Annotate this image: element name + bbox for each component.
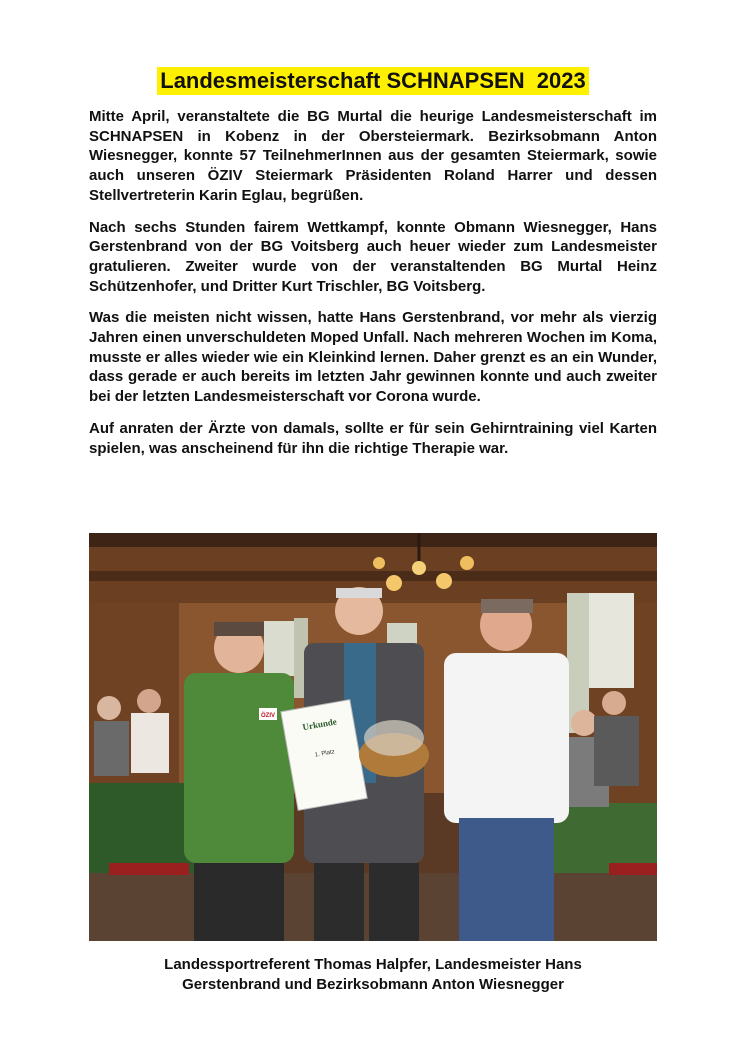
- paragraph-1: Mitte April, veranstaltete die BG Murtal die heurige Landesmeisterschaft im SCHNAPSEN in Kobenz in der Obersteiermark. Bezirksobmann Anton Wiesnegger, konnte 57 TeilnehmerInnen aus der gesamten Steiermark, sowie auch unseren ÖZIV Steiermark Präsidenten Roland Harrer und dessen Stellvertreterin Karin Eglau, begrüßen.: [89, 108, 657, 204]
- award-photo: [89, 533, 657, 941]
- paragraph-2: Nach sechs Stunden fairem Wettkampf, konnte Obmann Wiesnegger, Hans Gerstenbrand von der BG Voitsberg auch heuer wieder zum Landesmeister gratulieren. Zweiter wurde von der veranstaltenden BG Murtal Heinz Schützenhofer, und Dritter Kurt Trischler, BG Voitsberg.: [89, 218, 657, 295]
- caption-line-1: Landessportreferent Thomas Halpfer, Landesmeister Hans: [164, 956, 582, 973]
- paragraph-3: Was die meisten nicht wissen, hatte Hans Gerstenbrand, vor mehr als vierzig Jahren einen unverschuldeten Moped Unfall. Nach mehreren Wochen im Koma, musste er alles wieder wie ein Kleinkind lernen. Daher grenzt es an ein Wunder, dass gerade er auch bereits im letzten Jahr gewinnen konnte und auch zweiter bei der letzten Landesmeisterschaft vor Corona wurde.: [89, 309, 657, 406]
- page-title: Landesmeisterschaft SCHNAPSEN 2023: [157, 67, 589, 95]
- paragraph-4: Auf anraten der Ärzte von damals, sollte er für sein Gehirntraining viel Karten spielen, was anscheinend für ihn die richtige Therapie war.: [89, 419, 657, 457]
- title-block: [0, 67, 746, 95]
- certificate-place: 1. Platz: [314, 749, 336, 759]
- shirt-logo: ÖZIV: [260, 713, 276, 719]
- certificate-heading: Urkunde: [301, 716, 338, 733]
- caption-line-2: Gerstenbrand und Bezirksobmann Anton Wiesnegger: [182, 976, 564, 993]
- photo-caption: [89, 955, 657, 995]
- award-photo-illustration: [89, 533, 657, 941]
- article-body: [89, 107, 657, 470]
